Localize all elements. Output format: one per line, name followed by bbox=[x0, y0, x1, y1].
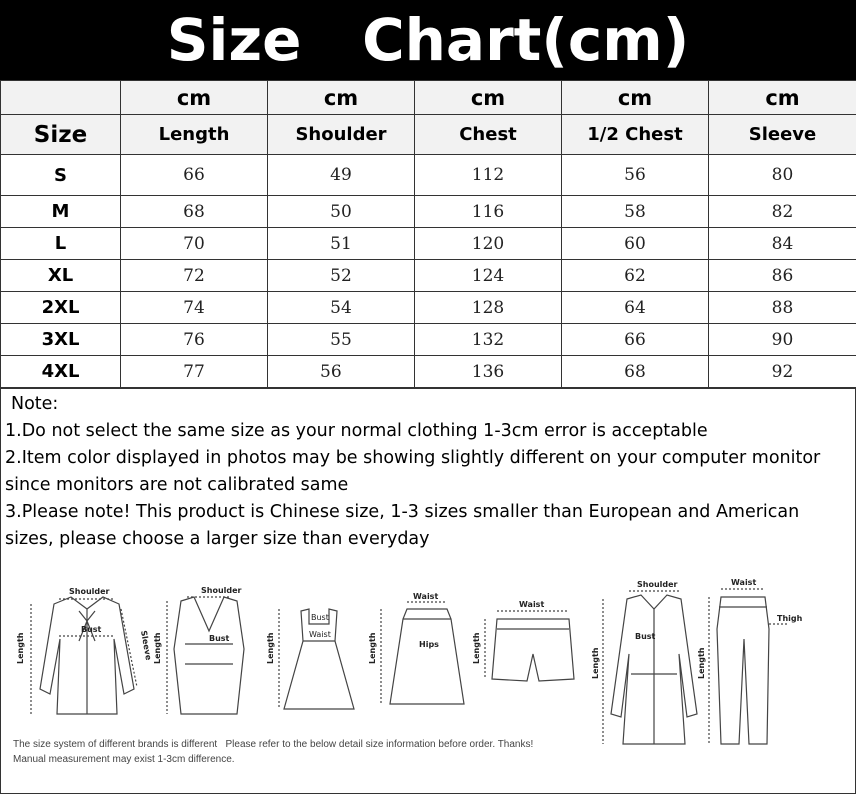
table-cell: 128 bbox=[415, 292, 562, 324]
figure-label: Length bbox=[266, 632, 275, 664]
pants-illustration bbox=[709, 589, 787, 744]
figure-label: Length bbox=[153, 632, 162, 664]
figure-label: Length bbox=[368, 632, 377, 664]
table-cell: 60 bbox=[562, 228, 709, 260]
table-cell: 55 bbox=[268, 324, 415, 356]
table-cell: 62 bbox=[562, 260, 709, 292]
table-cell: 136 bbox=[415, 356, 562, 388]
table-cell: 124 bbox=[415, 260, 562, 292]
table-cell: 58 bbox=[562, 196, 709, 228]
table-cell: 49 bbox=[268, 155, 415, 196]
figure-label: Bust bbox=[209, 634, 230, 643]
table-cell: 68 bbox=[562, 356, 709, 388]
size-cell: XL bbox=[1, 260, 121, 292]
header-row bbox=[1, 115, 856, 155]
table-cell: 77 bbox=[121, 356, 268, 388]
column-header: Sleeve bbox=[709, 115, 856, 155]
table-cell: 72 bbox=[121, 260, 268, 292]
figure-label: Bust bbox=[81, 625, 102, 634]
notes-section bbox=[0, 388, 856, 794]
figure-label: Bust bbox=[635, 632, 656, 641]
figure-label: Waist bbox=[519, 600, 545, 609]
size-cell: L bbox=[1, 228, 121, 260]
size-cell: 3XL bbox=[1, 324, 121, 356]
unit-cell: cm bbox=[415, 81, 562, 115]
figure-label: Length bbox=[697, 647, 706, 679]
table-cell: 66 bbox=[562, 324, 709, 356]
unit-cell: cm bbox=[121, 81, 268, 115]
table-cell: 51 bbox=[268, 228, 415, 260]
column-header: Chest bbox=[415, 115, 562, 155]
measurement-illustrations bbox=[9, 569, 849, 759]
figure-label: Bust bbox=[311, 613, 329, 622]
note-item: 3.Please note! This product is Chinese size, 1-3 sizes smaller than European and American sizes, please choose a larger size than everyday bbox=[5, 502, 800, 549]
figure-label: Waist bbox=[309, 630, 331, 639]
table-row bbox=[1, 196, 856, 228]
table-cell: 86 bbox=[709, 260, 856, 292]
column-header: Length bbox=[121, 115, 268, 155]
table-cell: 80 bbox=[709, 155, 856, 196]
table-row bbox=[1, 260, 856, 292]
table-cell: 68 bbox=[121, 196, 268, 228]
figure-label: Waist bbox=[413, 592, 439, 601]
table-cell: 84 bbox=[709, 228, 856, 260]
skirt-illustration bbox=[381, 602, 464, 704]
table-cell: 116 bbox=[415, 196, 562, 228]
unit-row bbox=[1, 81, 856, 115]
dress-illustration bbox=[279, 609, 354, 709]
notes-title: Note: bbox=[11, 394, 59, 414]
tank-top-illustration bbox=[167, 597, 244, 714]
column-header: 1/2 Chest bbox=[562, 115, 709, 155]
figure-label: Length bbox=[472, 632, 481, 664]
table-row bbox=[1, 356, 856, 388]
note-item: 1.Do not select the same size as your normal clothing 1-3cm error is acceptable bbox=[5, 421, 708, 441]
table-cell: 112 bbox=[415, 155, 562, 196]
unit-cell: cm bbox=[562, 81, 709, 115]
note-item: 2.Item color displayed in photos may be showing slightly different on your computer monitor since monitors are not calibrated same bbox=[5, 448, 821, 495]
page-title: Size Chart(cm) bbox=[0, 0, 856, 80]
table-row bbox=[1, 324, 856, 356]
size-cell: 2XL bbox=[1, 292, 121, 324]
table-cell: 132 bbox=[415, 324, 562, 356]
table-cell: 120 bbox=[415, 228, 562, 260]
table-cell: 88 bbox=[709, 292, 856, 324]
table-cell: 52 bbox=[268, 260, 415, 292]
table-cell: 66 bbox=[121, 155, 268, 196]
table-row bbox=[1, 292, 856, 324]
figure-label: Waist bbox=[731, 578, 757, 587]
table-cell: 92 bbox=[709, 356, 856, 388]
table-cell: 70 bbox=[121, 228, 268, 260]
table-cell: 50 bbox=[268, 196, 415, 228]
figure-label: Length bbox=[591, 647, 600, 679]
column-header: Shoulder bbox=[268, 115, 415, 155]
figure-label: Shoulder bbox=[69, 587, 110, 596]
unit-cell: cm bbox=[709, 81, 856, 115]
figure-label: Sleeve bbox=[139, 629, 154, 661]
figure-label: Shoulder bbox=[637, 580, 678, 589]
figure-label: Shoulder bbox=[201, 586, 242, 595]
measurement-disclaimer bbox=[13, 737, 533, 767]
figure-label: Length bbox=[16, 632, 25, 664]
unit-cell: cm bbox=[268, 81, 415, 115]
table-cell: 56 bbox=[562, 155, 709, 196]
size-cell: S bbox=[1, 155, 121, 196]
table-cell: 56 bbox=[268, 356, 415, 388]
figure-label: Hips bbox=[419, 640, 439, 649]
table-cell: 64 bbox=[562, 292, 709, 324]
disclaimer-line: Manual measurement may exist 1-3cm difference. bbox=[13, 754, 235, 765]
blouse-illustration bbox=[31, 597, 137, 714]
table-cell: 54 bbox=[268, 292, 415, 324]
figure-label: Thigh bbox=[777, 614, 803, 623]
disclaimer-line: The size system of different brands is different Please refer to the below detail size information before order. Thanks! bbox=[13, 739, 534, 750]
size-cell: 4XL bbox=[1, 356, 121, 388]
table-cell: 90 bbox=[709, 324, 856, 356]
shorts-illustration bbox=[485, 611, 574, 681]
size-chart-table bbox=[0, 80, 856, 388]
column-header: Size bbox=[1, 115, 121, 155]
table-cell: 82 bbox=[709, 196, 856, 228]
table-row bbox=[1, 155, 856, 196]
table-cell: 76 bbox=[121, 324, 268, 356]
table-row bbox=[1, 228, 856, 260]
coat-illustration bbox=[603, 591, 697, 744]
table-cell: 74 bbox=[121, 292, 268, 324]
unit-cell bbox=[1, 81, 121, 115]
notes-text bbox=[5, 391, 851, 553]
size-cell: M bbox=[1, 196, 121, 228]
